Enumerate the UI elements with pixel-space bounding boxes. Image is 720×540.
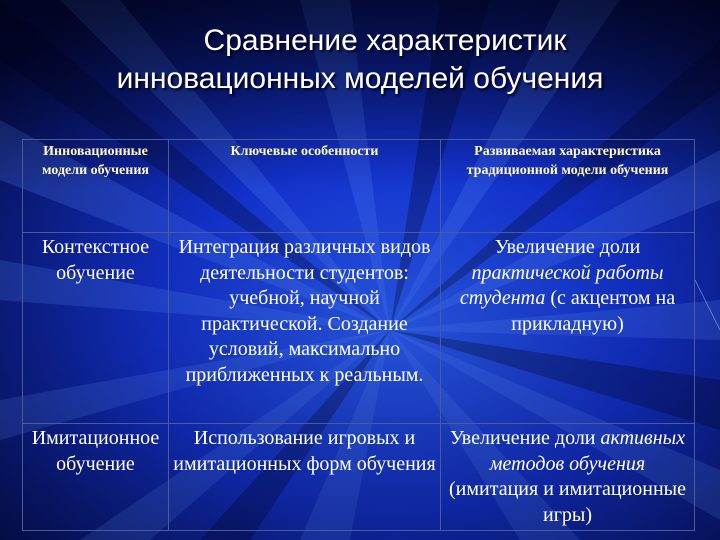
header-features: Ключевые особенности xyxy=(169,140,441,233)
trait-emphasis: активных методов обучения xyxy=(489,427,686,475)
slide-title xyxy=(0,22,720,98)
trait-suffix: (с акцентом на прикладную) xyxy=(511,287,676,335)
cell-features: Интеграция различных видов деятельности студентов: учебной, научной практической. Создание условий, максимально приближенных к реальным. xyxy=(169,233,441,424)
header-trait: Развиваемая характеристика традиционной модели обучения xyxy=(441,140,695,233)
cell-model: Имитационное обучение xyxy=(23,424,169,531)
trait-emphasis: практической работы студента xyxy=(459,261,664,309)
trait-prefix: Увеличение доли xyxy=(449,427,596,449)
comparison-table xyxy=(22,139,695,531)
trait-suffix: (имитация и имитационные игры) xyxy=(449,478,686,526)
table-row xyxy=(23,424,695,531)
title-line-2: инновационных моделей обучения xyxy=(116,62,604,95)
trait-prefix: Увеличение доли xyxy=(494,236,641,258)
title-line-1: Сравнение характеристик xyxy=(203,24,567,57)
cell-model: Контекстное обучение xyxy=(23,233,169,424)
cell-trait xyxy=(441,233,695,424)
table-header-row xyxy=(23,140,695,233)
header-models: Инновационные модели обучения xyxy=(23,140,169,233)
table-row xyxy=(23,233,695,424)
cell-features: Использование игровых и имитационных форм обучения xyxy=(169,424,441,531)
cell-trait xyxy=(441,424,695,531)
